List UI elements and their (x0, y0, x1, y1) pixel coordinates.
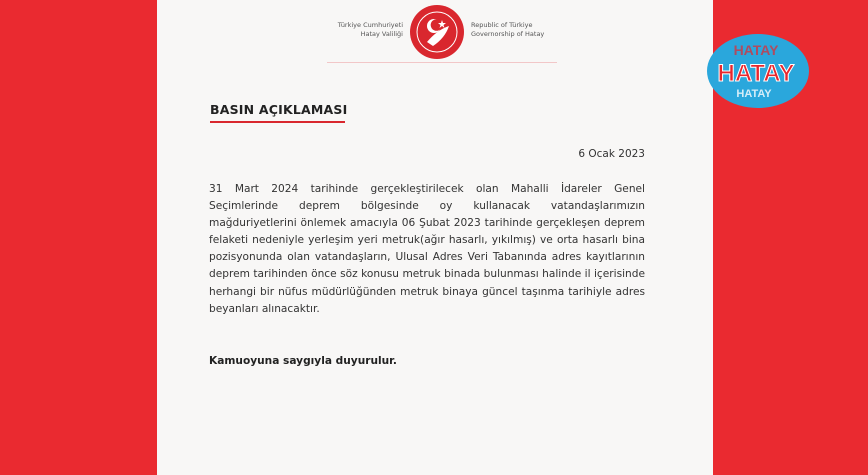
header-right-line2: Governorship of Hatay (471, 30, 545, 38)
document-title: BASIN AÇIKLAMASI (210, 102, 348, 117)
header-divider (327, 62, 557, 63)
svg-text:HATAY: HATAY (717, 60, 795, 87)
header-left-line2: Hatay Valiliği (360, 30, 403, 38)
document-date: 6 Ocak 2023 (578, 148, 645, 160)
header-left-line1: Türkiye Cumhuriyeti (337, 21, 403, 29)
header-right-line1: Republic of Türkiye (471, 21, 533, 29)
header-left (283, 21, 403, 39)
document-body: 31 Mart 2024 tarihinde gerçekleştirilecek olan Mahalli İdareler Genel Seçimlerinde deprem bölgesinde oy kullanacak vatandaşlarımızın mağduriyetlerini önlemek amacıyla 06 Şubat 2023 tarihinde gerçekleşen deprem felaketi nedeniyle yerleşim yeri metruk(ağır hasarlı, yıkılmış) ve orta hasarlı bina pozisyonunda olan vatandaşların, Ulusal Adres Veri Tabanında adres kayıtlarının deprem tarihinden önce söz konusu metruk binada bulunması halinde il içerisinde herhangi bir nüfus müdürlüğünden metruk binaya güncel taşınma tarihiyle adres beyanları alınacaktır. (209, 183, 645, 315)
svg-text:HATAY: HATAY (733, 42, 779, 58)
press-release-page (157, 0, 713, 475)
title-underline (210, 121, 345, 123)
governorship-seal-logo (409, 4, 465, 60)
header-right (471, 21, 611, 39)
svg-text:HATAY: HATAY (736, 88, 772, 100)
document-closing: Kamuoyuna saygıyla duyurulur. (209, 355, 397, 367)
hatay-badge-logo (706, 33, 810, 109)
